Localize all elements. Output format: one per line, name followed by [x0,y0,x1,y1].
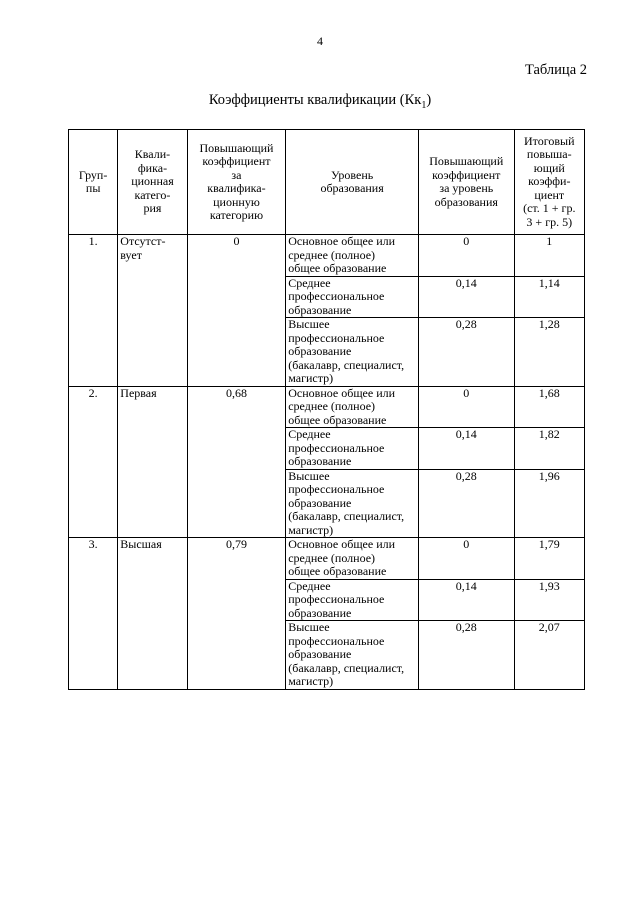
education-level-line: образование [288,302,352,317]
education-level-line: Среднее [288,275,331,290]
coefficients-table [68,129,585,690]
category-cell [118,386,187,538]
education-coef-cell: 0 [419,386,515,428]
header-row [69,130,585,235]
education-level-line: образование [288,495,352,510]
education-level-line: Высшее [288,317,330,331]
header-education-coef-line: коэффициент [432,167,501,182]
header-total-coef-line: циент [534,187,565,202]
education-level-line: (бакалавр, специалист, [288,660,405,675]
education-level-cell [286,386,419,428]
header-education-level-line: образования [320,181,384,195]
table-title-close: ) [426,92,432,108]
total-coef-cell: 2,07 [514,621,584,690]
education-level-line: профессиональное [288,440,385,455]
education-level-line: среднее (полное) [288,399,376,413]
header-category-coef-line: коэффициент [202,154,271,168]
total-coef-cell: 1,14 [514,276,584,318]
education-coef-cell: 0,14 [419,276,515,318]
category-line: Первая [120,385,157,400]
page-number: 4 [317,34,323,48]
education-level-line: Высшее [288,620,330,634]
total-coef-cell: 1,96 [514,469,584,538]
group-number-cell: 2. [69,386,118,538]
education-coef-cell: 0,14 [419,579,515,621]
header-groups-line: пы [85,181,101,195]
education-level-line: общее образование [288,261,387,275]
education-coef-cell: 0,28 [419,318,515,387]
header-total-coef-line: Итоговый [524,133,575,148]
education-level-line: среднее (полное) [288,550,376,565]
education-level-cell [286,235,419,277]
header-education-level-line: Уровень [330,167,374,182]
header-total-coef-line: 3 + гр. 5) [526,214,573,229]
education-level-line: Среднее [288,578,331,593]
education-level-line: (бакалавр, специалист, [288,357,405,372]
table-title-text: Коэффициенты квалификации (Кк [208,92,422,108]
total-coef-cell: 1 [514,235,584,277]
education-level-line: магистр) [288,371,334,385]
education-level-cell [286,428,419,470]
total-coef-cell: 1,79 [514,538,584,580]
education-coef-cell: 0,14 [419,428,515,470]
header-category-coef-line: за [231,167,242,182]
total-coef-cell: 1,93 [514,579,584,621]
header-category-line: катего- [134,187,171,202]
education-level-cell [286,538,419,580]
education-level-cell [286,621,419,690]
category-coef-cell: 0,68 [187,386,286,538]
education-level-line: среднее (полное) [288,247,376,262]
table-body [69,235,585,690]
header-category-coef [187,130,286,235]
table-row [69,235,585,277]
header-total-coef [514,130,584,235]
education-level-line: Основное общее или [288,385,396,400]
header-category-line: рия [143,201,162,216]
education-level-line: Основное общее или [288,537,396,551]
education-coef-cell: 0 [419,235,515,277]
header-category-line: ционная [131,174,174,189]
education-level-line: Среднее [288,427,331,441]
header-category-line: фика- [137,160,168,175]
category-coef-cell: 0 [187,235,286,387]
header-category-coef-line: ционную [213,194,260,209]
education-level-line: Высшее [288,468,330,483]
education-level-line: профессиональное [288,289,385,303]
category-coef-cell: 0,79 [187,538,286,690]
education-level-line: образование [288,454,352,468]
education-level-line: магистр) [288,674,334,688]
table-row [69,538,585,580]
header-total-coef-line: (ст. 1 + гр. [523,201,576,216]
category-cell [118,538,187,690]
header-total-coef-line: повыша- [526,147,572,162]
category-line: Отсутст- [120,234,166,248]
group-number-cell: 1. [69,235,118,387]
education-level-line: образование [288,344,352,358]
header-education-coef-line: за уровень [439,181,494,195]
header-total-coef-line: коэффи- [528,174,571,189]
header-education-coef-line: Повышающий [429,154,504,168]
category-cell [118,235,187,387]
table-title [0,92,640,111]
education-level-line: Основное общее или [288,234,396,248]
education-level-line: профессиональное [288,482,385,496]
table-caption: Таблица 2 [524,62,587,78]
education-level-cell [286,579,419,621]
header-category-coef-line: Повышающий [199,140,274,155]
education-level-line: образование [288,605,352,620]
header-groups-line: Груп- [78,167,108,182]
group-number-cell: 3. [69,538,118,690]
category-line: вует [120,247,142,262]
header-category [118,130,187,235]
header-groups [69,130,118,235]
education-level-line: общее образование [288,412,387,427]
header-total-coef-line: ющий [533,160,565,175]
total-coef-cell: 1,68 [514,386,584,428]
education-coef-cell: 0,28 [419,469,515,538]
header-category-coef-line: квалифика- [207,181,266,195]
table-title-subscript: 1 [421,99,427,111]
education-level-line: профессиональное [288,633,385,648]
education-level-line: магистр) [288,522,334,537]
education-level-line: профессиональное [288,592,385,606]
education-level-line: профессиональное [288,330,385,345]
total-coef-cell: 1,28 [514,318,584,387]
table-row [69,386,585,428]
education-level-line: (бакалавр, специалист, [288,509,405,523]
education-level-cell [286,318,419,387]
education-level-cell [286,276,419,318]
education-level-line: образование [288,647,352,661]
education-level-line: общее образование [288,564,387,578]
education-coef-cell: 0 [419,538,515,580]
header-education-coef-line: образования [434,194,498,209]
header-category-line: Квали- [134,147,171,162]
header-education-level [286,130,419,235]
education-coef-cell: 0,28 [419,621,515,690]
header-category-coef-line: категорию [209,208,264,222]
header-education-coef [419,130,515,235]
total-coef-cell: 1,82 [514,428,584,470]
education-level-cell [286,469,419,538]
category-line: Высшая [120,537,162,551]
